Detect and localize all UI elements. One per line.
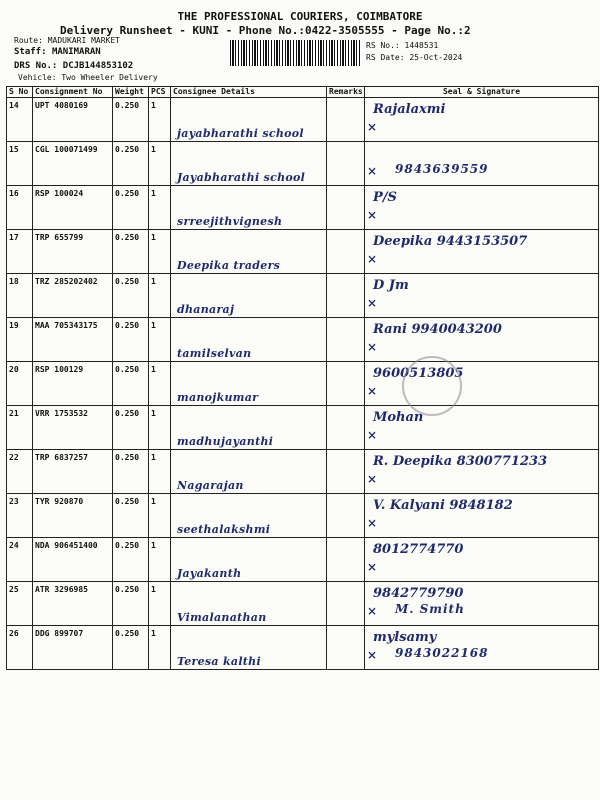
row-pcs: 1 [149,186,171,230]
row-signature [365,318,599,362]
row-consignment-no: RSP 100024 [33,186,113,230]
consignee-name: srreejithvignesh [177,215,283,228]
row-signature [365,626,599,670]
seal-stamp [402,356,462,416]
staff-label: Staff: [14,47,47,57]
signature-text: Rajalaxmi [373,102,446,117]
row-sno: 19 [7,318,33,362]
row-weight: 0.250 [113,230,149,274]
row-sno: 21 [7,406,33,450]
row-pcs: 1 [149,582,171,626]
row-consignee [171,450,327,494]
drs-line [14,61,133,71]
row-consignee [171,186,327,230]
row-remarks [327,538,365,582]
row-sno: 18 [7,274,33,318]
row-weight: 0.250 [113,450,149,494]
signature-text: V. Kalyani 9848182 [373,498,513,513]
table-row [7,186,599,230]
cross-mark-icon: × [367,428,378,442]
table-row [7,142,599,186]
row-pcs: 1 [149,494,171,538]
row-pcs: 1 [149,538,171,582]
table-row [7,362,599,406]
row-consignee [171,494,327,538]
consignee-name: Vimalanathan [177,611,267,624]
row-consignment-no: MAA 705343175 [33,318,113,362]
row-pcs: 1 [149,274,171,318]
col-sno: S No [7,87,33,98]
rs-no-label: RS No.: [366,41,400,50]
route-value: MADUKARI MARKET [47,36,120,45]
row-signature [365,142,599,186]
table-row [7,274,599,318]
row-pcs: 1 [149,318,171,362]
consignee-name: tamilselvan [177,347,252,360]
row-consignment-no: ATR 3296985 [33,582,113,626]
row-sno: 20 [7,362,33,406]
signature-text: 9842779790 [373,586,464,601]
col-remarks: Remarks [327,87,365,98]
row-consignment-no: NDA 906451400 [33,538,113,582]
row-weight: 0.250 [113,582,149,626]
row-consignee [171,274,327,318]
cross-mark-icon: × [367,604,378,618]
table-row [7,582,599,626]
consignee-name: manojkumar [177,391,259,404]
signature-text: P/S [373,190,397,205]
signature-text: 9600513805 [373,366,464,381]
row-consignee [171,318,327,362]
row-remarks [327,406,365,450]
row-consignment-no: TRZ 285202402 [33,274,113,318]
row-signature [365,362,599,406]
row-weight: 0.250 [113,626,149,670]
cross-mark-icon: × [367,472,378,486]
row-weight: 0.250 [113,186,149,230]
drs-label: DRS No.: [14,61,58,71]
consignee-name: jayabharathi school [177,127,304,140]
cross-mark-icon: × [367,120,378,134]
cross-mark-icon: × [367,384,378,398]
cross-mark-icon: × [367,340,378,354]
table-row [7,450,599,494]
cross-mark-icon: × [367,560,378,574]
drs-value: DCJB144853102 [62,61,134,71]
row-consignment-no: CGL 100071499 [33,142,113,186]
signature-text: Deepika 9443153507 [373,234,528,249]
row-remarks [327,98,365,142]
table-row [7,98,599,142]
row-consignee [171,142,327,186]
row-consignee [171,582,327,626]
row-consignment-no: TRP 6837257 [33,450,113,494]
row-pcs: 1 [149,142,171,186]
vehicle-line [18,73,158,82]
consignee-name: dhanaraj [177,303,235,316]
row-consignee [171,626,327,670]
table-row [7,626,599,670]
row-signature [365,450,599,494]
vehicle-value: Two Wheeler Delivery [61,73,158,82]
consignee-name: seethalakshmi [177,523,271,536]
signature-text: R. Deepika 8300771233 [373,454,548,469]
signature-text: 8012774770 [373,542,464,557]
rs-no-line [366,41,438,50]
row-consignee [171,362,327,406]
table-row [7,494,599,538]
rs-date-value: 25-Oct-2024 [409,53,463,62]
row-signature [365,538,599,582]
row-signature [365,582,599,626]
cross-mark-icon: × [367,252,378,266]
staff-value: MANIMARAN [51,47,101,57]
consignee-name: Nagarajan [177,479,244,492]
col-seal: Seal & Signature [365,87,599,98]
cross-mark-icon: × [367,648,378,662]
barcode [230,40,362,66]
consignee-name: Jayakanth [177,567,242,580]
row-weight: 0.250 [113,362,149,406]
row-consignment-no: VRR 1753532 [33,406,113,450]
row-weight: 0.250 [113,274,149,318]
row-pcs: 1 [149,98,171,142]
row-sno: 17 [7,230,33,274]
route-label: Route: [14,36,43,45]
company-title: THE PROFESSIONAL COURIERS, COIMBATORE [177,10,423,23]
runsheet-table [6,86,599,670]
signature-text: Rani 9940043200 [373,322,502,337]
col-consignment: Consignment No [33,87,113,98]
col-weight: Weight [113,87,149,98]
phone-text: M. Smith [395,602,465,616]
row-signature [365,494,599,538]
row-consignee [171,230,327,274]
consignee-name: Teresa kalthi [177,655,261,668]
row-signature [365,98,599,142]
cross-mark-icon: × [367,208,378,222]
staff-line [14,47,101,57]
signature-text: Mohan [373,410,424,425]
row-weight: 0.250 [113,406,149,450]
col-consignee: Consignee Details [171,87,327,98]
row-weight: 0.250 [113,98,149,142]
row-signature [365,230,599,274]
signature-text: mylsamy [373,630,437,645]
row-remarks [327,274,365,318]
row-weight: 0.250 [113,318,149,362]
row-sno: 23 [7,494,33,538]
row-sno: 25 [7,582,33,626]
row-signature [365,186,599,230]
row-weight: 0.250 [113,142,149,186]
consignee-name: Deepika traders [177,259,281,272]
col-pcs: PCS [149,87,171,98]
row-remarks [327,318,365,362]
table-row [7,406,599,450]
cross-mark-icon: × [367,516,378,530]
row-weight: 0.250 [113,538,149,582]
row-sno: 14 [7,98,33,142]
row-remarks [327,582,365,626]
vehicle-label: Vehicle: [18,73,57,82]
row-weight: 0.250 [113,494,149,538]
row-pcs: 1 [149,450,171,494]
row-consignment-no: RSP 100129 [33,362,113,406]
row-remarks [327,186,365,230]
row-remarks [327,626,365,670]
row-pcs: 1 [149,626,171,670]
row-sno: 15 [7,142,33,186]
table-body [7,98,599,670]
row-consignee [171,406,327,450]
rs-date-line [366,53,462,62]
phone-text: 9843022168 [395,646,489,660]
cross-mark-icon: × [367,164,378,178]
rs-no-value: 1448531 [404,41,439,50]
row-consignment-no: TYR 920870 [33,494,113,538]
row-signature [365,406,599,450]
row-consignee [171,538,327,582]
table-row [7,230,599,274]
row-remarks [327,494,365,538]
row-consignee [171,98,327,142]
row-pcs: 1 [149,230,171,274]
row-remarks [327,142,365,186]
phone-text: 9843639559 [395,162,489,176]
row-consignment-no: UPT 4080169 [33,98,113,142]
table-row [7,318,599,362]
table-header-row [7,87,599,98]
row-sno: 16 [7,186,33,230]
consignee-name: madhujayanthi [177,435,274,448]
row-consignment-no: TRP 655799 [33,230,113,274]
row-remarks [327,450,365,494]
row-signature [365,274,599,318]
table-row [7,538,599,582]
row-pcs: 1 [149,406,171,450]
row-consignment-no: DDG 899707 [33,626,113,670]
consignee-name: Jayabharathi school [177,171,306,184]
row-sno: 22 [7,450,33,494]
row-sno: 24 [7,538,33,582]
row-pcs: 1 [149,362,171,406]
cross-mark-icon: × [367,296,378,310]
rs-date-label: RS Date: [366,53,405,62]
signature-text: D Jm [373,278,409,293]
row-remarks [327,362,365,406]
route-line [14,36,120,45]
runsheet-subtitle: Delivery Runsheet - KUNI - Phone No.:0422-3505555 - Page No.:2 [60,24,471,37]
row-remarks [327,230,365,274]
row-sno: 26 [7,626,33,670]
